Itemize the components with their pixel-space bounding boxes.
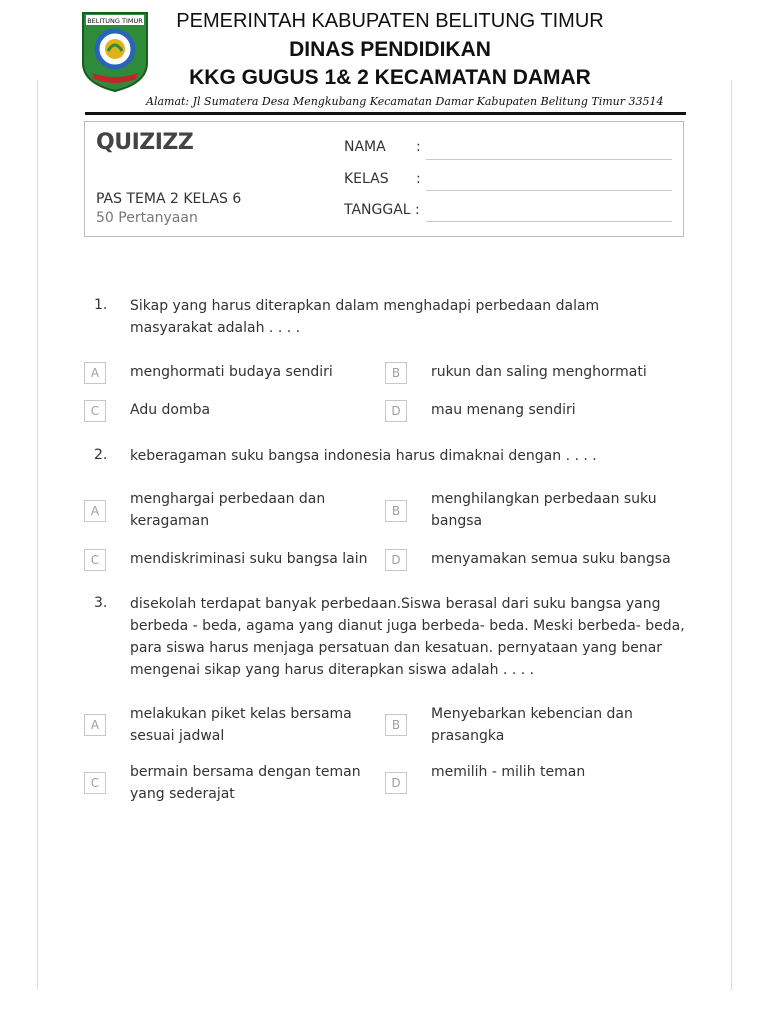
field-colon-nama: :	[416, 139, 421, 155]
option-text: menghargai perbedaan dan keragaman	[130, 491, 326, 529]
test-title: PAS TEMA 2 KELAS 6	[96, 191, 242, 207]
option-box-b[interactable]: B	[385, 714, 407, 736]
option-box-d[interactable]: D	[385, 772, 407, 794]
option-text: menghilangkan perbedaan suku bangsa	[431, 491, 657, 529]
letterhead-divider	[85, 112, 686, 115]
question-count: 50 Pertanyaan	[96, 210, 198, 226]
district-crest-logo	[80, 11, 150, 93]
letterhead-group: KKG GUGUS 1& 2 KECAMATAN DAMAR	[189, 66, 591, 89]
field-label-kelas: KELAS	[344, 171, 389, 187]
letterhead-address: Alamat: Jl Sumatera Desa Mengkubang Kecamatan Damar Kabupaten Belitung Timur 33514	[146, 95, 664, 108]
field-line-nama[interactable]	[426, 159, 672, 160]
option-text: Adu domba	[130, 402, 211, 418]
option-box-c[interactable]: C	[84, 772, 106, 794]
question-number: 1.	[94, 297, 108, 313]
option-box-c[interactable]: C	[84, 400, 106, 422]
option-box-a[interactable]: A	[84, 362, 106, 384]
option-text: melakukan piket kelas bersama sesuai jadwal	[130, 706, 352, 744]
option-text: Menyebarkan kebencian dan prasangka	[431, 706, 633, 744]
question-text: Sikap yang harus diterapkan dalam menghadapi perbedaan dalam masyarakat adalah . . . .	[130, 298, 600, 336]
option-box-a[interactable]: A	[84, 714, 106, 736]
quizizz-logo: QUIZIZZ	[96, 130, 194, 155]
letterhead-department: DINAS PENDIDIKAN	[289, 38, 491, 61]
option-text: menyamakan semua suku bangsa	[431, 551, 671, 567]
crest-top-text: BELITUNG TIMUR	[87, 17, 143, 25]
page-border-left	[37, 80, 38, 990]
field-label-tanggal: TANGGAL :	[344, 202, 420, 218]
option-text: memilih - milih teman	[431, 764, 586, 780]
question-text: keberagaman suku bangsa indonesia harus dimaknai dengan . . . .	[130, 448, 597, 464]
option-text: bermain bersama dengan teman yang sederajat	[130, 764, 361, 802]
field-line-tanggal[interactable]	[426, 221, 672, 222]
option-box-d[interactable]: D	[385, 400, 407, 422]
option-text: mau menang sendiri	[431, 402, 576, 418]
option-text: rukun dan saling menghormati	[431, 364, 647, 380]
field-label-nama: NAMA	[344, 139, 386, 155]
page-border-right	[731, 80, 732, 990]
letterhead-government: PEMERINTAH KABUPATEN BELITUNG TIMUR	[176, 10, 604, 32]
option-box-b[interactable]: B	[385, 500, 407, 522]
option-box-b[interactable]: B	[385, 362, 407, 384]
option-text: mendiskriminasi suku bangsa lain	[130, 551, 368, 567]
option-text: menghormati budaya sendiri	[130, 364, 333, 380]
question-text: disekolah terdapat banyak perbedaan.Siswa berasal dari suku bangsa yang berbeda - beda, agama yang dianut juga berbeda- beda. Meski berbeda- beda, para siswa harus menjaga persatuan dan kesatuan. pernyataan yang benar mengenai sikap yang harus diterapkan siswa adalah . . . .	[130, 596, 685, 678]
question-number: 2.	[94, 447, 108, 463]
option-box-a[interactable]: A	[84, 500, 106, 522]
option-box-c[interactable]: C	[84, 549, 106, 571]
question-number: 3.	[94, 595, 108, 611]
option-box-d[interactable]: D	[385, 549, 407, 571]
field-colon-kelas: :	[416, 171, 421, 187]
field-line-kelas[interactable]	[426, 190, 672, 191]
